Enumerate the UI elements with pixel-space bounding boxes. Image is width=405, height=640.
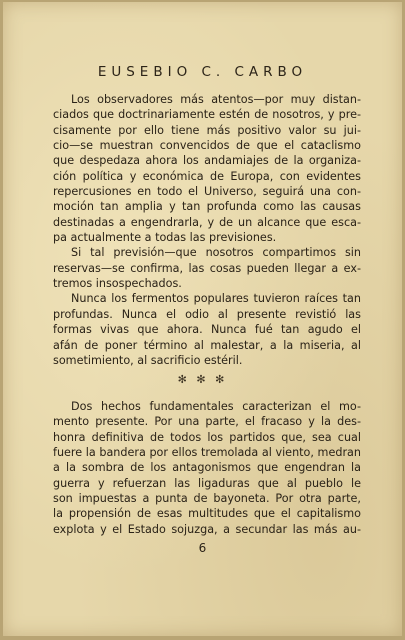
text-line: la propensión de esas multitudes que el capitalismo [53, 507, 361, 521]
text-line: reservas—se confirma, las cosas pueden llegar a ex- [53, 261, 361, 275]
text-line: que despedaza ahora los andamiajes de la organiza- [53, 154, 361, 168]
text-line: mento presente. Por una parte, el fracaso y la des- [53, 415, 361, 429]
text-line: repercusiones en todo el Universo, seguirá una con- [53, 185, 361, 199]
text-line: guerra y refuerzan las ligaduras que al pueblo le [53, 476, 361, 490]
paragraph-block-1 [53, 92, 361, 368]
book-page [3, 2, 402, 636]
text-line: profundas. Nunca el odio al presente revistió las [53, 307, 361, 321]
text-line: tremos insospechados. [53, 277, 182, 291]
paragraph-block-2 [53, 399, 361, 537]
text-line: cio—se muestran convencidos de que el cataclismo [53, 139, 361, 153]
text-line: a la sombra de los antagonismos que engendran la [53, 461, 361, 475]
text-line: Dos hechos fundamentales caracterizan el mo- [71, 400, 361, 413]
text-line: ción política y económica de Europa, con evidentes [53, 169, 361, 183]
text-line: destinadas a engendrarla, y de un alcance que esca- [53, 215, 361, 229]
text-line: Si tal previsión—que nosotros compartimos sin [71, 246, 361, 260]
text-line: moción tan amplia y tan profunda como las causas [53, 200, 361, 214]
text-line: explota y el Estado sojuzga, a secundar las más au- [53, 522, 361, 536]
text-line: Nunca los fermentos populares tuvieron raíces tan [71, 292, 361, 306]
text-line: cisamente por ello tiene más positivo valor su jui- [53, 123, 361, 137]
text-line: son impuestas a punta de bayoneta. Por otra parte, [53, 492, 361, 506]
text-line: fuere la bandera por ellos tremolada al viento, medran [53, 446, 361, 460]
text-line: honra definitiva de todos los partidos que, sea cual [53, 430, 361, 444]
text-line: afán de poner término al malestar, a la miseria, al [53, 338, 361, 352]
page-number: 6 [198, 541, 207, 555]
text-line: ciados que doctrinariamente estén de nosotros, y pre- [53, 108, 361, 122]
text-line: Los observadores más atentos—por muy distan- [71, 93, 361, 106]
text-line: pa actualmente a todas las previsiones. [53, 231, 277, 245]
section-separator: ✻ ✻ ✻ [177, 373, 228, 386]
running-head: EUSEBIO C. CARBO [97, 64, 308, 80]
text-line: sometimiento, al sacrificio estéril. [53, 353, 243, 367]
text-line: formas vivas que ahora. Nunca fué tan agudo el [53, 323, 361, 337]
